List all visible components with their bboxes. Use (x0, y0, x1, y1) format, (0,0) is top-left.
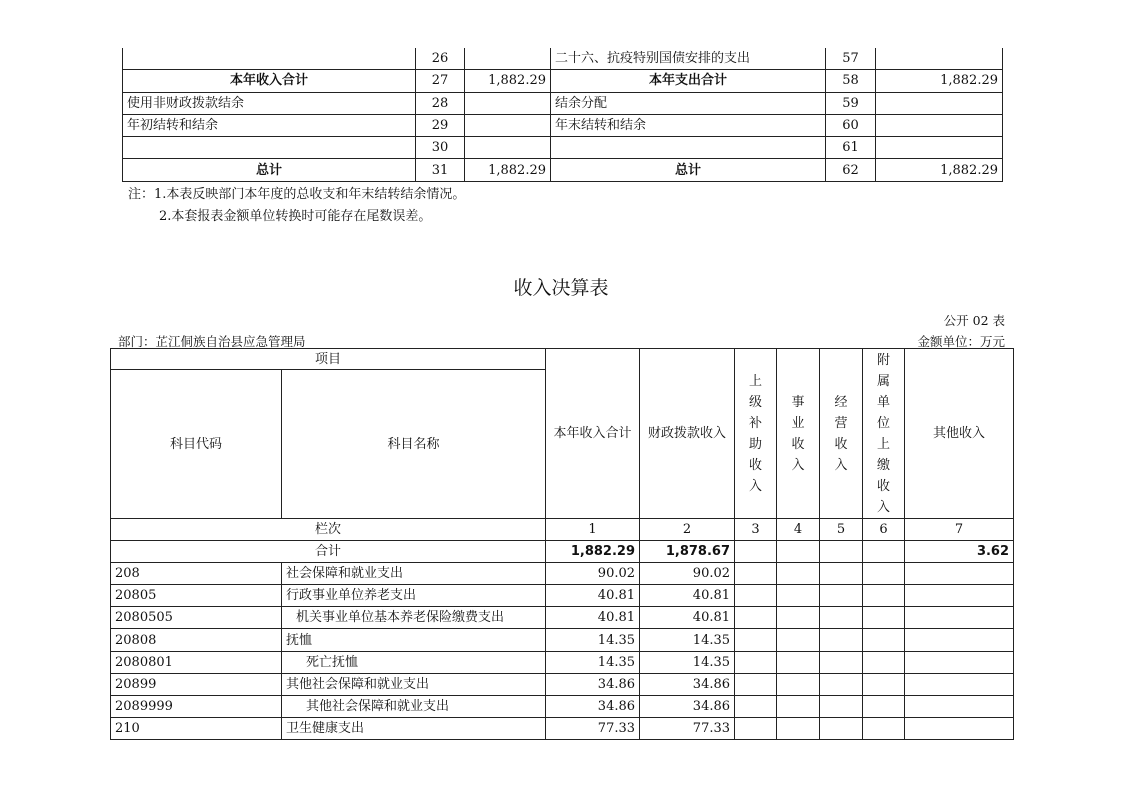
column-number: 4 (777, 519, 820, 541)
empty-cell (863, 541, 905, 563)
income-table (110, 348, 1014, 740)
left-label (123, 137, 416, 159)
right-label: 本年支出合计 (551, 70, 826, 92)
subject-name: 行政事业单位养老支出 (282, 585, 546, 607)
subject-code: 208 (111, 563, 282, 585)
column-number: 3 (735, 519, 777, 541)
left-label: 使用非财政拨款结余 (123, 92, 416, 114)
empty-cell (777, 541, 820, 563)
other-income-value: 3.62 (905, 541, 1014, 563)
left-line-no: 31 (416, 159, 465, 181)
subject-name: 卫生健康支出 (282, 717, 546, 739)
right-line-no: 59 (826, 92, 876, 114)
item-header: 项目 (111, 349, 546, 370)
department-label: 部门：芷江侗族自治县应急管理局 (118, 334, 306, 349)
subject-name: 社会保障和就业支出 (282, 563, 546, 585)
fiscal-income-header: 财政拨款收入 (640, 349, 735, 519)
total-income-value: 34.86 (546, 695, 640, 717)
right-line-no: 60 (826, 114, 876, 136)
empty-cell (820, 541, 863, 563)
right-label: 年末结转和结余 (551, 114, 826, 136)
left-amount: 1,882.29 (465, 159, 551, 181)
table-row (123, 159, 1003, 181)
total-income-value: 40.81 (546, 607, 640, 629)
table-row (111, 651, 1014, 673)
right-amount (876, 48, 1003, 70)
empty-cell (735, 541, 777, 563)
column-number: 5 (820, 519, 863, 541)
page-title: 收入决算表 (513, 277, 609, 299)
right-line-no: 61 (826, 137, 876, 159)
subject-name: 死亡抚恤 (282, 651, 546, 673)
right-label: 结余分配 (551, 92, 826, 114)
right-amount (876, 114, 1003, 136)
right-line-no: 57 (826, 48, 876, 70)
right-line-no: 62 (826, 159, 876, 181)
total-income-value: 90.02 (546, 563, 640, 585)
table-row (111, 629, 1014, 651)
total-income-header: 本年收入合计 (546, 349, 640, 519)
left-label: 本年收入合计 (123, 70, 416, 92)
right-amount: 1,882.29 (876, 70, 1003, 92)
summary-table (122, 48, 1003, 182)
right-line-no: 58 (826, 70, 876, 92)
header-row (111, 349, 1014, 370)
total-row (111, 541, 1014, 563)
left-amount (465, 137, 551, 159)
fiscal-income-value: 40.81 (640, 607, 735, 629)
fiscal-income-value: 34.86 (640, 695, 735, 717)
fiscal-income-value: 40.81 (640, 585, 735, 607)
total-income-value: 1,882.29 (546, 541, 640, 563)
fiscal-income-value: 77.33 (640, 717, 735, 739)
subject-code: 2089999 (111, 695, 282, 717)
table-row (123, 137, 1003, 159)
other-income-header: 其他收入 (905, 349, 1014, 519)
left-line-no: 27 (416, 70, 465, 92)
code-header: 科目代码 (111, 370, 282, 519)
column-number-row (111, 519, 1014, 541)
left-line-no: 29 (416, 114, 465, 136)
subject-code: 20899 (111, 673, 282, 695)
right-label: 总计 (551, 159, 826, 181)
form-code: 公开 02 表 (943, 313, 1005, 328)
right-amount (876, 137, 1003, 159)
fiscal-income-value: 34.86 (640, 673, 735, 695)
table-row (123, 92, 1003, 114)
left-line-no: 28 (416, 92, 465, 114)
table-row (123, 48, 1003, 70)
fiscal-income-value: 1,878.67 (640, 541, 735, 563)
table-row (123, 70, 1003, 92)
operating-income-text: 经营收入 (834, 394, 848, 473)
table-row (111, 585, 1014, 607)
left-label (123, 48, 416, 70)
subject-name: 其他社会保障和就业支出 (282, 695, 546, 717)
subject-name: 抚恤 (282, 629, 546, 651)
subject-code: 20805 (111, 585, 282, 607)
column-row-label: 栏次 (111, 519, 546, 541)
total-income-value: 14.35 (546, 629, 640, 651)
left-amount (465, 48, 551, 70)
subject-code: 210 (111, 717, 282, 739)
subject-name: 机关事业单位基本养老保险缴费支出 (282, 607, 546, 629)
fiscal-income-value: 14.35 (640, 651, 735, 673)
total-income-value: 40.81 (546, 585, 640, 607)
unit-label: 金额单位：万元 (917, 334, 1005, 349)
subject-code: 20808 (111, 629, 282, 651)
table-row (111, 673, 1014, 695)
subject-code: 2080505 (111, 607, 282, 629)
note-line-1: 注：1.本表反映部门本年度的总收支和年末结转结余情况。 (128, 187, 466, 202)
column-number: 2 (640, 519, 735, 541)
right-label: 二十六、抗疫特别国债安排的支出 (551, 48, 826, 70)
superior-subsidy-text: 上级补助收入 (749, 373, 763, 494)
left-line-no: 30 (416, 137, 465, 159)
column-number: 1 (546, 519, 640, 541)
table-row (111, 695, 1014, 717)
fiscal-income-value: 90.02 (640, 563, 735, 585)
right-label (551, 137, 826, 159)
right-amount: 1,882.29 (876, 159, 1003, 181)
table-row (111, 563, 1014, 585)
left-amount (465, 114, 551, 136)
affiliated-income-header (863, 349, 905, 519)
left-line-no: 26 (416, 48, 465, 70)
table-row (123, 114, 1003, 136)
subject-code: 2080801 (111, 651, 282, 673)
note-line-2: 2.本套报表金额单位转换时可能存在尾数误差。 (159, 209, 432, 224)
total-income-value: 34.86 (546, 673, 640, 695)
right-amount (876, 92, 1003, 114)
column-number: 7 (905, 519, 1014, 541)
table-row (111, 717, 1014, 739)
total-row-label: 合计 (111, 541, 546, 563)
affiliated-income-text: 附属单位上缴收入 (877, 352, 891, 515)
table-row (111, 607, 1014, 629)
superior-subsidy-header (735, 349, 777, 519)
subject-name: 其他社会保障和就业支出 (282, 673, 546, 695)
name-header: 科目名称 (282, 370, 546, 519)
business-income-text: 事业收入 (791, 394, 805, 473)
operating-income-header (820, 349, 863, 519)
business-income-header (777, 349, 820, 519)
fiscal-income-value: 14.35 (640, 629, 735, 651)
left-amount (465, 92, 551, 114)
left-amount: 1,882.29 (465, 70, 551, 92)
total-income-value: 77.33 (546, 717, 640, 739)
left-label: 总计 (123, 159, 416, 181)
left-label: 年初结转和结余 (123, 114, 416, 136)
column-number: 6 (863, 519, 905, 541)
total-income-value: 14.35 (546, 651, 640, 673)
